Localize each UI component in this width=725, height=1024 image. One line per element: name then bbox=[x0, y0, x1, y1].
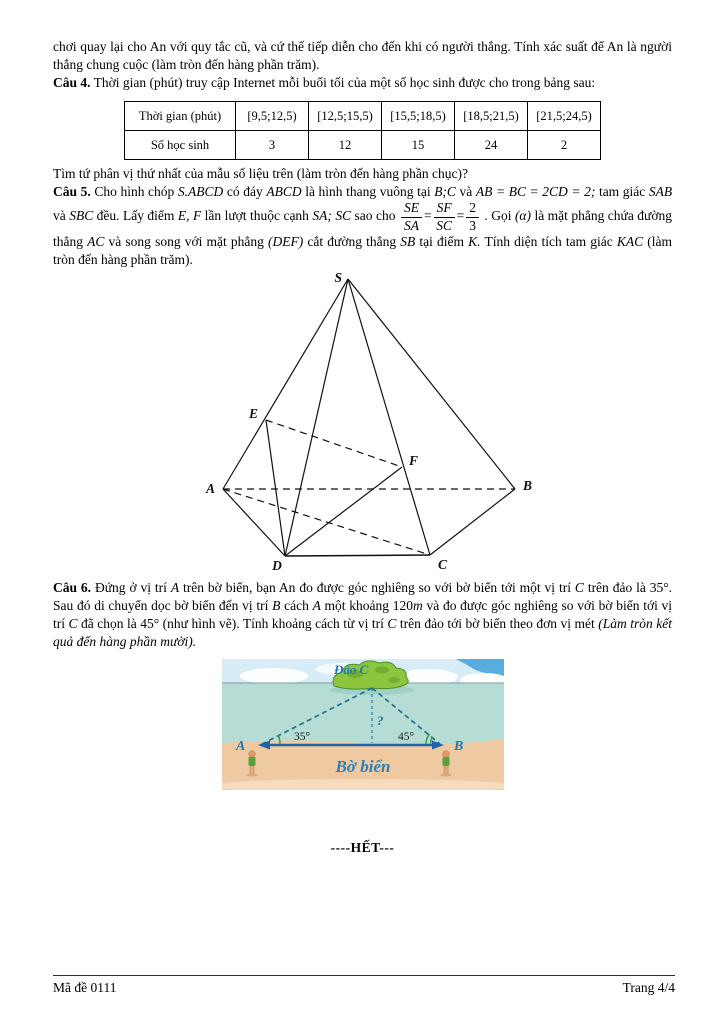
edge-s-d bbox=[285, 279, 348, 556]
table-cell-interval: [15,5;18,5) bbox=[382, 102, 455, 131]
fraction-denominator: SC bbox=[436, 217, 452, 233]
vertex-label-s: S bbox=[334, 270, 342, 285]
text-run: Đứng ở vị trí bbox=[94, 579, 167, 595]
table-cell-count: 24 bbox=[455, 131, 528, 160]
person-shadow bbox=[440, 774, 451, 777]
fraction-denominator: 3 bbox=[469, 217, 476, 233]
math-run: S.ABCD bbox=[177, 184, 224, 200]
table-cell-count: 12 bbox=[309, 131, 382, 160]
fraction-se-sa bbox=[401, 201, 422, 232]
beach-figure bbox=[222, 659, 504, 790]
math-run: A bbox=[312, 597, 321, 613]
edge-c-b bbox=[430, 489, 515, 555]
question-5-label: Câu 5. bbox=[53, 184, 91, 200]
frequency-table bbox=[124, 101, 601, 160]
beach-figure-wrap bbox=[222, 659, 504, 794]
math-run: AC bbox=[87, 233, 105, 249]
text-run: trên bờ biển, bạn An đo được góc nghiêng so với bờ biển tới một vị trí bbox=[183, 579, 571, 595]
text-run: và song song với mặt phẳng bbox=[108, 233, 264, 249]
table-cell-interval: [12,5;15,5) bbox=[309, 102, 382, 131]
page-footer bbox=[53, 975, 675, 996]
intro-paragraph bbox=[53, 38, 672, 74]
text-run: và bbox=[53, 208, 66, 224]
fraction-denominator: SA bbox=[403, 217, 419, 233]
text-run: cắt đường thẳng bbox=[307, 233, 397, 249]
pyramid-figure-wrap bbox=[203, 271, 672, 575]
text-run: trên đảo là bbox=[587, 579, 646, 595]
text-run: đã chọn là bbox=[81, 616, 137, 632]
person-leg bbox=[443, 765, 445, 774]
edge-a-d bbox=[223, 489, 285, 556]
question-4-label: Câu 4. bbox=[53, 75, 91, 91]
person-body bbox=[442, 757, 449, 767]
text-run: một khoảng 120 bbox=[324, 597, 413, 613]
edge-e-d bbox=[266, 420, 285, 556]
cloud bbox=[240, 668, 308, 684]
end-marker: ----HẾT--- bbox=[330, 840, 395, 856]
text-run: Cho hình chóp bbox=[94, 184, 175, 200]
island-label: Đảo C bbox=[333, 662, 368, 678]
table-cell-interval: [9,5;12,5) bbox=[236, 102, 309, 131]
math-run: SAB bbox=[648, 184, 673, 200]
math-run: B;C bbox=[434, 184, 456, 200]
vertex-label-f: F bbox=[409, 452, 419, 468]
point-label-a: A bbox=[235, 739, 245, 755]
question-4-lead: Thời gian (phút) truy cập Internet mỗi buổi tối của một số học sinh được cho trong bảng sau: bbox=[93, 75, 596, 91]
text-run: (làm tròn đến hàng phần trăm). bbox=[53, 233, 673, 267]
point-label-b: B bbox=[453, 739, 463, 755]
text-run: cách bbox=[284, 597, 309, 613]
math-run: SA; SC bbox=[312, 208, 352, 224]
vertex-label-c: C bbox=[438, 556, 448, 571]
table-cell-row1-label: Thời gian (phút) bbox=[125, 102, 236, 131]
math-run: KAC bbox=[616, 233, 644, 249]
table-cell-interval: [18,5;21,5) bbox=[455, 102, 528, 131]
edge-s-c bbox=[348, 279, 430, 555]
table-row-time bbox=[125, 102, 601, 131]
table-row-count bbox=[125, 131, 601, 160]
question-4-prompt bbox=[53, 165, 672, 183]
person-head bbox=[442, 751, 449, 758]
edge-s-a bbox=[223, 279, 348, 489]
math-run: (α) bbox=[514, 208, 532, 224]
math-run: C bbox=[574, 579, 584, 595]
math-run: E, F bbox=[177, 208, 202, 224]
angle-value: 35°. bbox=[649, 579, 673, 595]
math-run: AB = BC = 2CD = 2; bbox=[475, 184, 596, 200]
text-run: . Gọi bbox=[484, 208, 512, 224]
math-run: (DEF) bbox=[268, 233, 304, 249]
math-run: K. bbox=[468, 233, 481, 249]
math-run: m bbox=[413, 597, 423, 613]
table-cell-count: 15 bbox=[382, 131, 455, 160]
table-cell-row2-label: Số học sinh bbox=[125, 131, 236, 160]
edge-e-f-dashed bbox=[266, 420, 402, 467]
question-4-prompt-text: Tìm tứ phân vị thứ nhất của mẫu số liệu trên (làm tròn đến hàng phần chục)? bbox=[53, 166, 469, 182]
person-shadow bbox=[246, 774, 257, 777]
text-run: có đáy bbox=[226, 184, 263, 200]
text-run: tại điểm bbox=[419, 233, 465, 249]
vertex-label-a: A bbox=[205, 480, 215, 496]
rounding-note: (Làm tròn kết quả đến hàng phần mười). bbox=[53, 616, 672, 650]
pyramid-figure bbox=[203, 271, 533, 571]
person-leg bbox=[446, 765, 448, 774]
sand-highlight bbox=[222, 779, 504, 790]
text-run: là hình thang vuông tại bbox=[305, 184, 431, 200]
math-run: ABCD bbox=[266, 184, 302, 200]
angle-label-right: 45° bbox=[397, 731, 414, 744]
math-run: C bbox=[68, 616, 78, 632]
math-run: B bbox=[272, 597, 281, 613]
exam-code: Mã đề 0111 bbox=[53, 980, 117, 995]
text-run: Sau đó di chuyển dọc bờ biển đến vị trí bbox=[53, 597, 269, 613]
foliage-spot bbox=[388, 677, 400, 683]
text-run: lần lượt thuộc cạnh bbox=[204, 208, 309, 224]
fraction-two-thirds bbox=[466, 201, 479, 232]
text-run: (như hình vẽ). Tính khoảng cách từ vị trí bbox=[162, 616, 384, 632]
person-leg bbox=[252, 765, 254, 774]
person-leg bbox=[249, 765, 251, 774]
text-run: sao cho bbox=[354, 208, 396, 224]
table-cell-count: 3 bbox=[236, 131, 309, 160]
text-run: và bbox=[459, 184, 473, 200]
math-run: C bbox=[387, 616, 397, 632]
edge-d-c bbox=[285, 555, 430, 556]
distance-question-mark: ? bbox=[376, 713, 383, 729]
vertex-label-e: E bbox=[248, 405, 258, 421]
vertex-label-b: B bbox=[523, 477, 533, 493]
math-run: SBC bbox=[69, 208, 94, 224]
pyramid-solid-edges bbox=[223, 279, 515, 556]
person-body bbox=[248, 757, 255, 767]
text-run: tam giác bbox=[598, 184, 646, 200]
angle-label-left: 35° bbox=[293, 731, 310, 744]
text-run: là mặt phẳng chứa đường thẳng bbox=[53, 208, 673, 249]
text-run: trên đảo tới bờ biển theo đơn vị mét bbox=[399, 616, 595, 632]
question-6-label: Câu 6. bbox=[53, 579, 92, 595]
fraction-numerator: 2 bbox=[466, 201, 479, 217]
vertex-label-d: D bbox=[272, 557, 282, 571]
equals-sign: = bbox=[423, 208, 432, 224]
angle-value: 45° bbox=[140, 616, 160, 632]
text-run: Tính diện tích tam giác bbox=[484, 233, 613, 249]
intro-text: chơi quay lại cho An với quy tắc cũ, và cứ thế tiếp diễn cho đến khi có người thắng. Tính xác suất để An là người thắng chung cuộc (làm tròn đến hàng phần trăm). bbox=[53, 39, 672, 73]
question-4-lead-paragraph bbox=[53, 74, 672, 92]
foliage-spot bbox=[375, 667, 389, 674]
fraction-sf-sc bbox=[434, 201, 455, 232]
table-cell-count: 2 bbox=[528, 131, 601, 160]
question-5-paragraph bbox=[53, 183, 672, 269]
person-head bbox=[248, 751, 255, 758]
shore-label: Bờ biển bbox=[335, 757, 390, 777]
text-run: đều. Lấy điểm bbox=[96, 208, 175, 224]
math-run: A bbox=[170, 579, 180, 595]
math-run: SB bbox=[400, 233, 416, 249]
fraction-numerator: SF bbox=[434, 201, 455, 217]
equals-sign: = bbox=[456, 208, 465, 224]
question-6-paragraph bbox=[53, 579, 672, 651]
fraction-numerator: SE bbox=[401, 201, 422, 217]
pyramid-dashed-edges bbox=[223, 420, 515, 555]
table-cell-interval: [21,5;24,5) bbox=[528, 102, 601, 131]
text-run: và đo được góc nghiêng so với bờ biển tới vị trí bbox=[53, 597, 673, 632]
page-number: Trang 4/4 bbox=[622, 980, 675, 995]
